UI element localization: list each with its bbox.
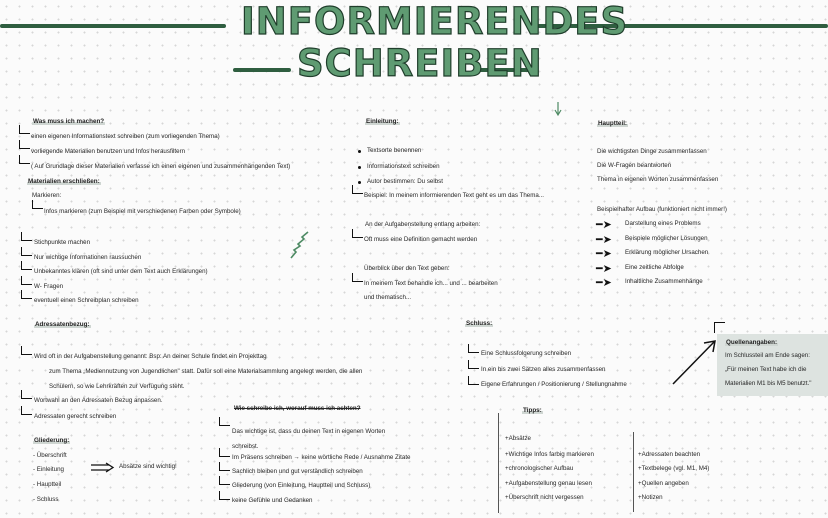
arrow-icon: [21, 232, 32, 241]
addressee-heading: Adressatenbezug:: [35, 321, 90, 328]
outline-item-text: Überschrift: [36, 452, 67, 459]
arrow-icon: [19, 155, 30, 164]
tips-right-item: +Quellen angeben: [638, 480, 689, 487]
col3-line: Thema in eigenen Worten zusammenfassen: [597, 176, 719, 183]
col1-sub-item: Infos markieren (zum Beispiel mit verschiedenen Farben oder Symbole): [44, 208, 241, 215]
col1-item: vorliegende Materialien benutzen und Infos herausfiltern: [31, 148, 186, 155]
col2-overview-title: Überblick über den Text geben:: [364, 265, 450, 272]
diagonal-arrow-icon: [670, 336, 720, 388]
arrow-icon: [32, 200, 43, 209]
closing-item: Eigene Erfahrungen / Positionierung / Stellungnahme: [481, 381, 627, 388]
col1-list-item: W- Fragen: [34, 283, 64, 290]
closing-heading: Schluss:: [466, 320, 493, 327]
sources-line: Materialien M1 bis M5 benutzt.": [725, 380, 812, 387]
sources-line: Im Schlussteil am Ende sagen:: [725, 352, 810, 359]
col3-line: Die W-Fragen beantworten: [597, 162, 672, 169]
tips-left-item: +Aufgabenstellung genau lesen: [505, 480, 592, 487]
col1-list-item: Nur wichtige Informationen raussuchen: [34, 254, 142, 261]
tips-divider: [633, 432, 634, 512]
tips-right-text: Adressaten beachten: [641, 451, 701, 458]
col3-structure-item: Eine zeitliche Abfolge: [625, 264, 684, 271]
title-bar-left: [0, 24, 226, 28]
writing-item: keine Gefühle und Gedanken: [232, 497, 313, 504]
col3-structure-item: Darstellung eines Problems: [625, 220, 701, 227]
down-arrow-icon: [553, 100, 563, 118]
col2-definition-title: An der Aufgabenstellung entlang arbeiten:: [365, 221, 481, 228]
col3-structure-heading: Beispielhafter Aufbau (funktioniert nicht immer!): [597, 206, 727, 213]
col3-heading: Hauptteil:: [598, 120, 628, 127]
writing-item: [232, 424, 397, 454]
tips-right-item: +Textbelege (vgl. M1, M4): [638, 465, 710, 472]
writing-item: Sachlich bleiben und gut verständlich schreiben: [232, 468, 363, 475]
arrow-icon: [219, 448, 230, 457]
arrow-icon: [468, 344, 479, 353]
sources-heading: Quellenangaben:: [726, 339, 778, 346]
outline-item-text: Einleitung: [36, 466, 64, 473]
arrow-icon: [21, 346, 32, 355]
page-title-line2: SCHREIBEN: [297, 42, 543, 85]
tips-left-item: +Wichtige Infos farbig markieren: [505, 451, 594, 458]
col1-item: einen eigenen Informationstext schreiben (zum vorliegenden Thema): [31, 133, 220, 140]
col2-definition-text: Oft muss eine Definition gemacht werden: [364, 236, 478, 243]
col1-list-item: Stichpunkte machen: [34, 239, 91, 246]
outline-item-text: Hauptteil: [36, 481, 62, 488]
col1-heading: Was muss ich machen?: [33, 118, 105, 125]
tips-left-text: Wichtige Infos farbig markieren: [508, 451, 594, 458]
arrow-icon: [21, 276, 32, 285]
col1-list-item: Unbekanntes klären (oft sind unter dem Text auch Erklärungen): [34, 268, 208, 275]
col2-example: Beispiel: In meinem informierenden Text geht es um das Thema...: [364, 192, 544, 199]
right-arrow-icon: ━➤: [596, 234, 612, 246]
tips-right-text: Notizen: [641, 494, 663, 501]
title-bar-left-2: [233, 68, 291, 72]
arrow-icon: [468, 376, 479, 385]
sources-line: „Für meinen Text habe ich die: [725, 366, 807, 373]
tips-divider: [498, 413, 499, 513]
col2-bullet: Autor bestimmen: Du selbst: [367, 178, 443, 185]
col3-structure-item: Erklärung möglicher Ursachen: [625, 249, 709, 256]
squiggle-arrow-icon: [288, 228, 314, 262]
outline-item: - Schluss: [33, 496, 59, 503]
arrow-icon: [21, 261, 32, 270]
arrow-icon: [352, 185, 363, 194]
right-arrow-icon: ━➤: [596, 248, 612, 260]
right-arrow-icon: ━➤: [596, 219, 612, 231]
writing-item: Gliederung (von Einleitung, Hauptteil und Schluss): [232, 482, 371, 489]
arrow-icon: [352, 273, 363, 282]
outline-item: - Hauptteil: [33, 481, 62, 488]
outline-note: Absätze sind wichtig!: [119, 463, 177, 470]
bullet-icon: [358, 150, 361, 153]
addressee-line: Wird oft in der Aufgabenstellung genannt: Bsp: An deiner Schule findet ein Projekttag: [34, 353, 267, 360]
arrow-icon: [352, 229, 363, 238]
col3-structure-item: Inhaltliche Zusammenhänge: [625, 278, 703, 285]
writing-item-text: Das wichtige ist, dass du deinen Text in eigenen Worten schreibst.: [232, 428, 386, 450]
addressee-item: Wortwahl an den Adressaten Bezug anpassen.: [34, 397, 163, 404]
page-title-line1: INFORMIERENDES: [241, 0, 629, 43]
col2-bullet: Informationstext schreiben: [367, 163, 440, 170]
writing-item: Im Präsens schreiben → keine wörtliche Rede / Ausnahme Zitate: [232, 454, 411, 461]
bullet-icon: [358, 181, 361, 184]
tips-left-text: Absätze: [508, 435, 531, 442]
col2-overview-text: In meinem Text behandle ich... und ... bearbeiten: [364, 280, 498, 287]
col1-subheading: Materialien erschließen:: [28, 178, 100, 185]
col3-structure-item: Beispiele möglicher Lösungen: [625, 235, 708, 242]
col2-overview-text: und thematisch...: [364, 294, 412, 301]
arrow-icon: [21, 247, 32, 256]
tips-left-text: Überschrift nicht vergessen: [508, 494, 584, 501]
arrow-icon: [19, 125, 30, 134]
tips-left-item: +Überschrift nicht vergessen: [505, 494, 584, 501]
outline-item: - Überschrift: [33, 452, 67, 459]
addressee-item: Adressaten gerecht schreiben: [34, 413, 117, 420]
col2-heading: Einleitung:: [366, 118, 399, 125]
arrow-icon: [21, 390, 32, 399]
arrow-icon: [219, 491, 230, 500]
writing-heading: Wie schreibe ich, worauf muss ich achten?: [234, 405, 361, 412]
arrow-icon: [19, 140, 30, 149]
tips-left-item: +chronologischer Aufbau: [505, 465, 574, 472]
tips-right-text: Textbelege (vgl. M1, M4): [641, 465, 710, 472]
arrow-icon: [219, 462, 230, 471]
double-arrow-icon: [90, 462, 116, 474]
arrow-icon: [21, 290, 32, 299]
tips-right-item: +Notizen: [638, 494, 663, 501]
tips-left-text: Aufgabenstellung genau lesen: [508, 480, 592, 487]
col1-sub-label: Markieren:: [32, 192, 62, 199]
col1-list-item: eventuell einen Schreibplan schreiben: [34, 297, 139, 304]
right-arrow-icon: ━➤: [596, 263, 612, 275]
col1-item: ( Auf Grundlage dieser Materialien verfasse ich einen eigenen und zusammenhängenden Text): [31, 163, 291, 170]
col2-bullet: Textsorte benennen: [367, 147, 422, 154]
arrow-icon: [21, 406, 32, 415]
right-arrow-icon: ━➤: [596, 277, 612, 289]
outline-heading: Gliederung:: [34, 437, 70, 444]
closing-item: Eine Schlussfolgerung schreiben: [481, 350, 572, 357]
outline-item: - Einleitung: [33, 466, 64, 473]
arrow-icon: [219, 417, 230, 426]
col3-line: Die wichtigsten Dinge zusammenfassen: [597, 148, 707, 155]
tips-right-text: Quellen angeben: [641, 480, 689, 487]
corner-mark: [714, 322, 725, 333]
outline-item-text: Schluss: [36, 496, 59, 503]
arrow-icon: [468, 360, 479, 369]
closing-item: In ein bis zwei Sätzen alles zusammenfassen: [481, 366, 606, 373]
tips-left-item: +Absätze: [505, 435, 531, 442]
addressee-line: zum Thema „Mediennutzung von Jugendlichen" statt. Dafür soll eine Materialsammlung angelegt werden, die allen: [49, 368, 363, 375]
addressee-line: Schülern, so wie Lehrkräften zur Verfügung steht.: [49, 383, 185, 390]
tips-right-item: +Adressaten beachten: [638, 451, 701, 458]
tips-left-text: chronologischer Aufbau: [508, 465, 574, 472]
tips-heading: Tipps:: [523, 407, 542, 414]
arrow-icon: [219, 476, 230, 485]
bullet-icon: [358, 166, 361, 169]
